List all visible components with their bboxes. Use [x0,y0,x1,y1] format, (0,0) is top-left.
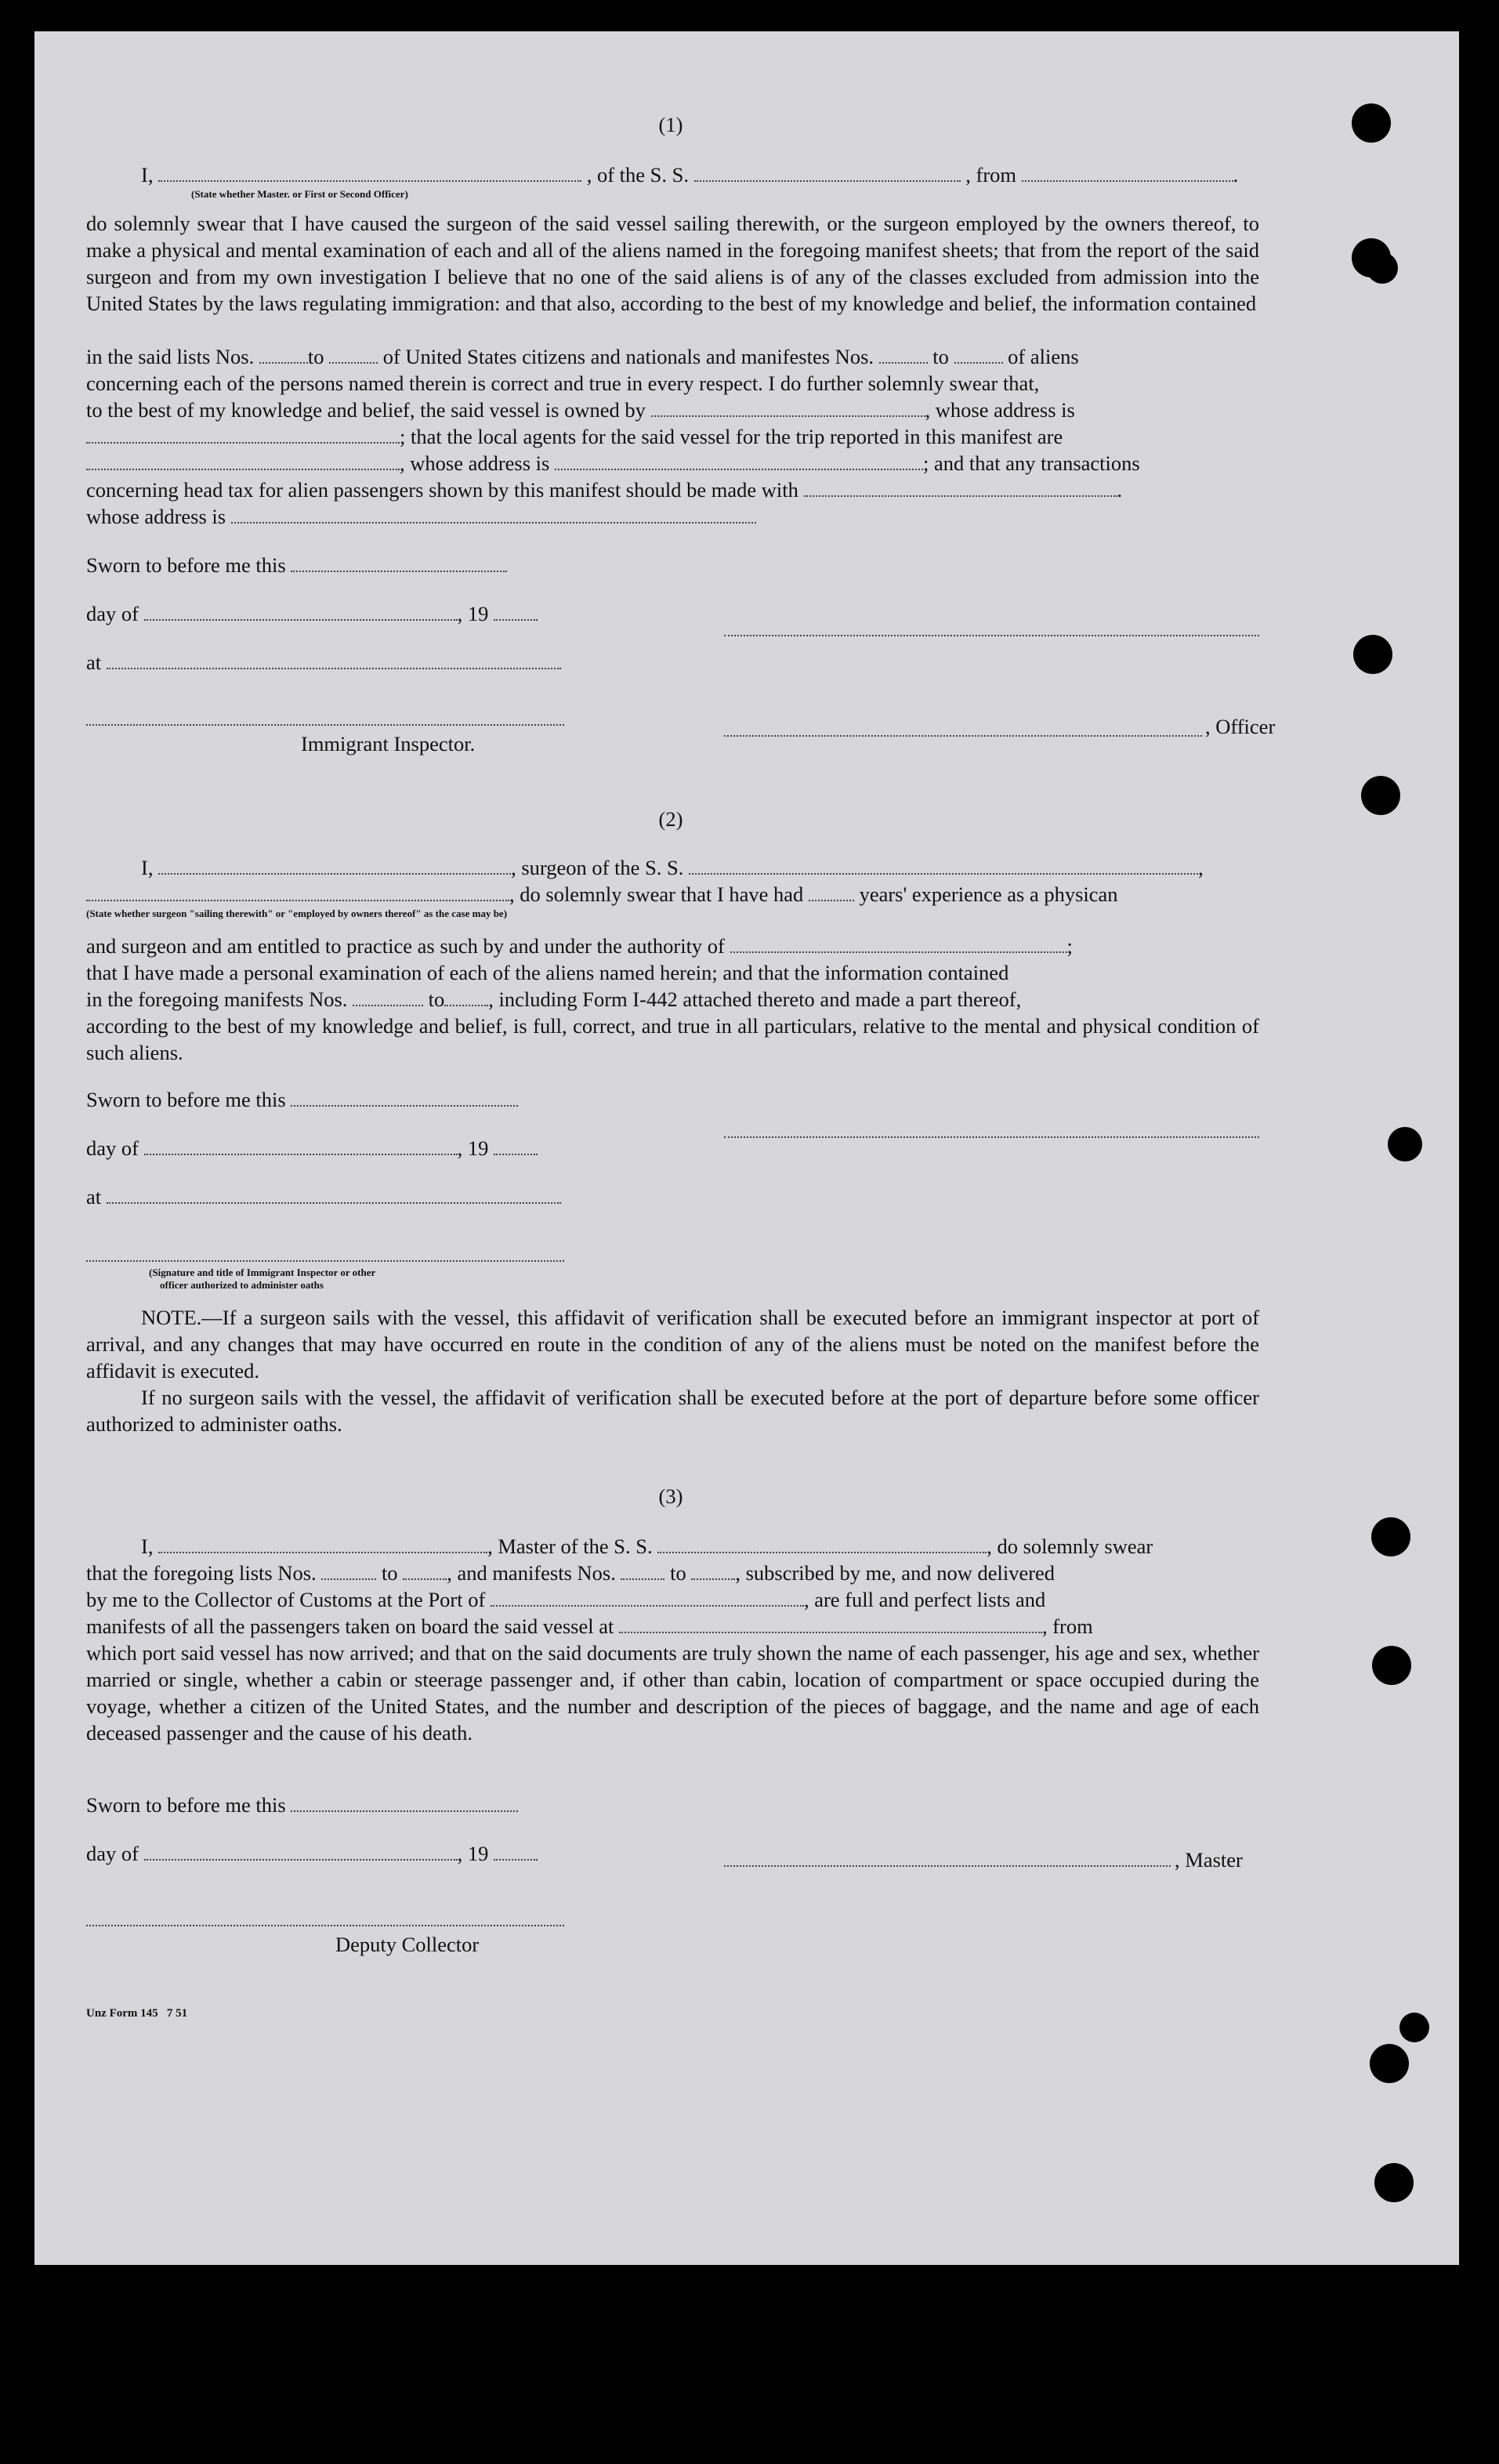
at-place-field[interactable] [107,650,561,669]
whose-address-label: , whose address is [400,451,550,475]
section-3-body: which port said vessel has now arrived; and that on the said documents are truly shown the name of each passenger, his age and sex, whether married or single, whether a cabin or steerage passenger and, if other than cabin, location of compartment or space occupied during the voyage, whether a citizen of the United States, and the number and description of the pieces of baggage, and the name and age of each deceased passenger and the cause of his death. [86,1641,1259,1745]
years-field[interactable] [809,882,854,901]
day-of-line [86,1135,538,1161]
surgeon-type-field[interactable] [86,882,509,901]
whose-address-label: , whose address is [925,398,1075,422]
intro-i-label: I, [141,1535,154,1558]
section-2-vessel-field[interactable] [689,856,1198,875]
embark-port-field[interactable] [619,1614,1042,1633]
year-field[interactable] [494,602,538,621]
master-signature-line[interactable] [724,1865,1171,1867]
section-1-number: (1) [658,113,683,136]
sworn-label: Sworn to before me this [86,553,286,577]
lists-from-field[interactable] [321,1561,376,1580]
intro-i-label: I, [141,856,154,879]
section-1-body-b: concerning each of the persons named therein is correct and true in every respect. I do further solemnly swear that, [86,371,1040,395]
day-of-line [86,600,538,627]
day-of-line [86,1840,538,1867]
manifests-from-field[interactable] [621,1561,664,1580]
day-of-label: day of [86,1842,139,1865]
punch-hole [1372,1646,1411,1685]
agents-address-field[interactable] [555,451,923,470]
subscribed-label: , subscribed by me, and now delivered [735,1561,1055,1585]
officer-note: (State whether Master. or First or Second Officer) [191,188,408,200]
lists-line [86,343,1259,370]
of-the-ss-label: , of the S. S. [586,163,690,187]
officer-name-field[interactable] [158,163,581,182]
punch-hole [1367,252,1398,284]
lists-to-field[interactable] [329,345,378,364]
section-2-manifest-to-field[interactable] [444,987,488,1006]
inspector-label: Immigrant Inspector. [301,732,476,756]
officer-signature-line[interactable] [86,1260,564,1262]
lists-nos-label: in the said lists Nos. [86,345,255,368]
agents-field[interactable] [86,451,400,470]
at-label: at [86,650,102,674]
section-1-body-a: do solemnly swear that I have caused the surgeon of the said vessel sailing therewith, or the surgeon employed by the owners thereof, to make a physical and mental examination of each and all of the aliens named in the foregoing manifest sheets; that from the report of the said surgeon and from my own investigation I believe that no one of the said aliens is of any of the classes excluded from admission into the United States by the laws regulating immigration: and that also, according to the best of my knowledge and belief, the information contained [86,212,1259,315]
at-line [86,1183,561,1210]
master-name-field[interactable] [158,1535,487,1553]
section-2-body-b: according to the best of my knowledge and belief, is full, correct, and true in all particulars, relative to the mental and physical condition of such aliens. [86,1014,1259,1064]
punch-hole [1352,103,1391,143]
to-label: to [670,1561,686,1585]
section-2-body-a: that I have made a personal examination of each of the aliens named herein; and that the information contained [86,961,1009,984]
local-agents-label: ; that the local agents for the said vessel for the trip reported in this manifest are [400,425,1063,448]
lists-label: that the foregoing lists Nos. [86,1561,317,1585]
signature-note-1: (Signature and title of Immigrant Inspector or other [149,1266,376,1278]
surgeon-note: (State whether surgeon "sailing therewith" or "employed by owners thereof" as the case may be) [86,908,508,919]
to-label: to [381,1561,398,1585]
port-field[interactable] [491,1588,804,1607]
owner-address-field[interactable] [86,425,400,444]
from-label: , from [965,163,1017,187]
punch-hole [1353,635,1392,674]
to-label: to [428,987,445,1011]
punch-hole [1388,1127,1422,1161]
surgeon-of-label: , surgeon of the S. S. [511,856,684,879]
of-aliens-label: of aliens [1008,345,1079,368]
year-label: , 19 [457,1136,489,1160]
at-line [86,649,561,676]
month-field[interactable] [144,1842,458,1861]
experience-label: years' experience as a physican [859,882,1118,906]
taken-label: manifests of all the passengers taken on board the said vessel at [86,1614,614,1638]
manifests-label: , and manifests Nos. [447,1561,616,1585]
section-3-intro-line [141,1533,1259,1560]
day-of-label: day of [86,602,139,625]
manifests-to-field[interactable] [954,345,1003,364]
inspector-signature-line[interactable] [86,724,564,726]
sworn-day-field[interactable] [291,1088,518,1107]
master-of-label: , Master of the S. S. [487,1535,653,1558]
month-field[interactable] [144,602,458,621]
deputy-collector-label: Deputy Collector [335,1933,480,1956]
section-2-intro-line [141,854,1259,881]
manifests-label: in the foregoing manifests Nos. [86,987,348,1011]
year-field[interactable] [494,1842,538,1861]
from-port-field[interactable] [1022,163,1233,182]
section-3-vessel-field[interactable] [657,1535,987,1553]
swear-label: , do solemnly swear [987,1535,1153,1558]
owned-by-line [86,397,1259,423]
punch-hole [1371,1517,1410,1556]
sworn-line [86,1792,518,1818]
agents-address-line [86,450,1259,476]
collector-label: by me to the Collector of Customs at the Port of [86,1588,486,1611]
vessel-name-field[interactable] [694,163,961,182]
note-1: NOTE.—If a surgeon sails with the vessel, this affidavit of verification shall be executed before an immigrant inspector at port of arrival, and any changes that may have occurred en route in the condition of any of the aliens must be noted on the manifest before the affidavit is executed. [86,1306,1259,1382]
head-tax-line: concerning head tax for alien passengers shown by this manifest should be made with . [86,478,1123,502]
section-2-number: (2) [658,807,683,831]
authority-label: and surgeon and am entitled to practice as such by and under the authority of [86,934,725,958]
head-tax-agent-field[interactable] [804,478,1117,497]
citizens-label: of United States citizens and nationals and manifestes Nos. [382,345,874,368]
punch-hole [1361,776,1400,815]
lists-line [86,1560,1259,1586]
authority-field[interactable] [730,934,1067,953]
manifests-to-field[interactable] [691,1561,735,1580]
transactions-label: ; and that any transactions [923,451,1140,475]
surgeon-name-field[interactable] [158,856,511,875]
year-field[interactable] [494,1136,538,1155]
head-tax-address-field[interactable] [231,505,756,524]
punch-hole [1399,2013,1429,2042]
taken-line [86,1613,1259,1640]
master-label: , Master [1175,1848,1243,1872]
surgeon-signature-line[interactable] [724,1136,1259,1138]
swear-label: , do solemnly swear that I have had [509,882,804,906]
sworn-day-field[interactable] [291,553,507,572]
authority-line: and surgeon and am entitled to practice as such by and under the authority of ; [86,934,1073,958]
sworn-line [86,552,507,578]
form-page [34,31,1459,2265]
officer-signature-line[interactable] [724,635,1259,636]
sworn-label: Sworn to before me this [86,1088,286,1111]
comma-label: , [1198,856,1204,879]
lists-to-field[interactable] [403,1561,447,1580]
to-label: to [932,345,949,368]
punch-hole [1370,2044,1409,2083]
form-label: , including Form I-442 attached thereto and made a part thereof, [488,987,1022,1011]
day-of-label: day of [86,1136,139,1160]
at-label: at [86,1185,102,1208]
lists-from-field[interactable] [259,345,308,364]
head-tax-label: concerning head tax for alien passengers shown by this manifest should be made with [86,478,798,502]
experience-line [86,881,1259,908]
sworn-day-field[interactable] [291,1793,518,1812]
year-label: , 19 [457,1842,489,1865]
section-3-number: (3) [658,1484,683,1508]
sworn-line [86,1086,518,1113]
manifests-line [86,986,1259,1013]
officer-title-line[interactable] [724,735,1202,737]
section-1-intro-line: I, , of the S. S. , from . [141,163,1239,187]
local-agents-line [86,423,1259,450]
officer-label: , Officer [1205,715,1276,738]
collector-line [86,1586,1259,1613]
owned-by-label: to the best of my knowledge and belief, the said vessel is owned by [86,398,646,422]
to-label: to [307,345,324,368]
form-id: Unz Form 145 7 51 [86,2007,188,2020]
month-field[interactable] [144,1136,458,1155]
sworn-label: Sworn to before me this [86,1793,286,1817]
full-label: , are full and perfect lists and [803,1588,1046,1611]
manifests-from-field[interactable] [879,345,928,364]
owner-field[interactable] [651,398,925,417]
head-tax-address-line [86,503,1259,530]
year-label: , 19 [457,602,489,625]
at-place-field[interactable] [107,1185,561,1204]
section-2-manifest-from-field[interactable] [353,987,423,1006]
from-label: , from [1041,1614,1093,1638]
note-2: If no surgeon sails with the vessel, the affidavit of verification shall be executed before at the port of departure before some officer authorized to administer oaths. [86,1386,1259,1436]
signature-note-2: officer authorized to administer oaths [160,1279,324,1291]
intro-i-label: I, [141,163,154,187]
whose-address-label: whose address is [86,505,226,528]
deputy-signature-line[interactable] [86,1925,564,1926]
punch-hole [1374,2163,1414,2202]
